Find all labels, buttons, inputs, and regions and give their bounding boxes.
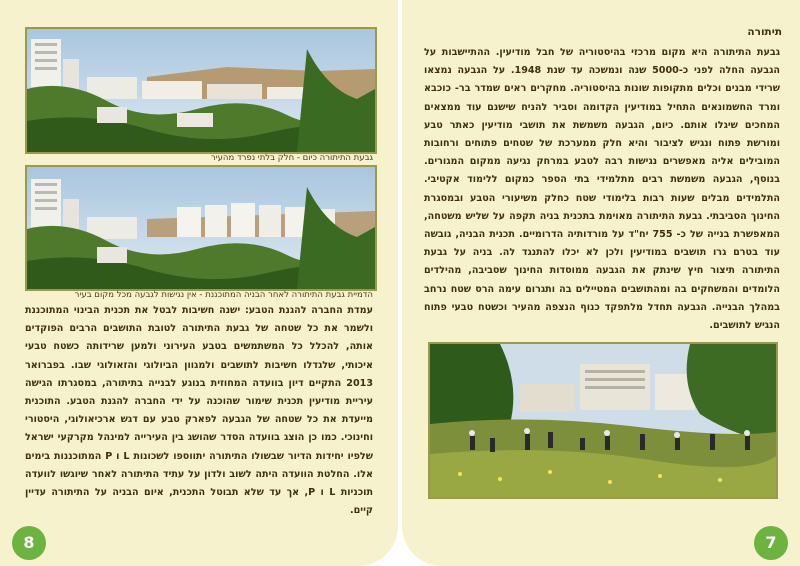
photo-hill-simulation-image <box>27 167 375 289</box>
page-7 <box>402 0 800 566</box>
page-number-7: 7 <box>754 526 788 560</box>
section-heading: תיתורה <box>747 26 782 38</box>
left-body-text: עמדת החברה להגנת הטבע: ישנה חשיבות לבטל את תכנית הבינוי המתוכננת ולשמר את כל שטחה של גבעת התיתורה לטובת התושבים הרבים הפוקדים אותה, להכלל כל המשתמשים בטבע העירוני ולמען שרידותה כשטח טבעי איכותי, שלגדלו חשיבות לתושבים ולמגוון הביולוגי והזאולוגי שבו. בפברואר 2013 התקיים דיון בוועדה המחוזית בנוגע לבנייה בתיתורה, במסגרתו הגישה עיריית מודיעין תכנית שימור שהוכנה על ידי החברה להגנת הטבע. התוכנית מייעדת את כל שטחה של הגבעה לפארק טבע עם דגש ארכיאולוגי, היסטורי וחינוכי. כמו כן הוצג בוועדה הסדר שהושג בין העירייה למינהל מקרקעי ישראל שלפיו יחידות הדיור שבשולו התיתורה יתווספו לשכונות L ו P המתוכננות בימים אלו. החלטת הוועדה היתה לשוב ולדון על עתיד התיתורה לאחר שיוגשו לוועדה תוכניות L ו P, אך עד שלא תבוטל התכנית, איום הבניה על התיתורה עדיין קיים. <box>25 305 374 517</box>
photo-hill-simulation <box>25 165 377 291</box>
page-number-8: 8 <box>12 526 46 560</box>
page-8 <box>0 0 398 566</box>
right-body-text: גבעת התיתורה היא מקום מרכזי בהיסטוריה של חבל מודיעין. ההתיישבות על הגבעה החלה לפני כ-5000 שנה ונמשכה עד שנת 1948. על הגבעה נמצאו שרידי מבנים וכלים מתקופות שונות בהיסטוריה. מחקרים ראים שמדר בר- כוכבא ומרד החשמונאים התחיל במודיעין הקדומה וסביר להניח שישנם עוד ממצאים המחכים שיגלו אותם. כיום, הגבעה משמשת את תושבי מודיעין כאתר טבע ומורשת פתוח ונגיש לציבור והיא חלק ממערכת של שטחים פתוחים ורחובות המובילים אליה מאפשרים נגישות רבה לטבע במרחק נגיעה ממקום המגורים. בנוסף, הגבעה משמשת רבים מתלמידי בתי הספר כמקום ללימוד אקטיבי. התלמידים מבלים שעות רבות בלימודי שטח כחלק משיעורי הטבע ובמסגרת החינוך הסביבתי. גבעת התיתורה מאוימת בתכנית בניה תקפה על שליש משטחה, המאפשרת בנייה של כ- 755 יח"ד על מורדותיה הדרומיים. תכנית הבניה, גובשה עוד בטרם גרו תושבים במודיעין ולכן לא יכלו להתנגד לה. בניה על גבעת התיתורה תיצור חיץ שינתק את הגבעה ממוסדות החינוך שסביבה, מהילדים הלומדים והמשחקים בה ומהתושבים המטיילים בה ותגרום עימה הרס שטח נרחב במהלך הבנייה. הגבעה תחדל מלתפקד כנוף הנצפה מהעיר וכשטח טבעי פתוח הנגיש לתושבים. <box>424 47 780 332</box>
photo-hill-simulation-caption: הדמיית גבעת התיתורה לאחר הבניה המתוכננת - אין נגישות לגבעה מכל מקום בעיר <box>74 290 373 300</box>
photo-visitors-on-hill <box>428 342 778 499</box>
photo-hill-today <box>25 27 377 154</box>
photo-hill-today-caption: גבעת התיתורה כיום - חלק בלתי נפרד מהעיר <box>210 153 373 163</box>
photo-visitors-on-hill-image <box>430 344 776 497</box>
photo-hill-today-image <box>27 29 375 152</box>
